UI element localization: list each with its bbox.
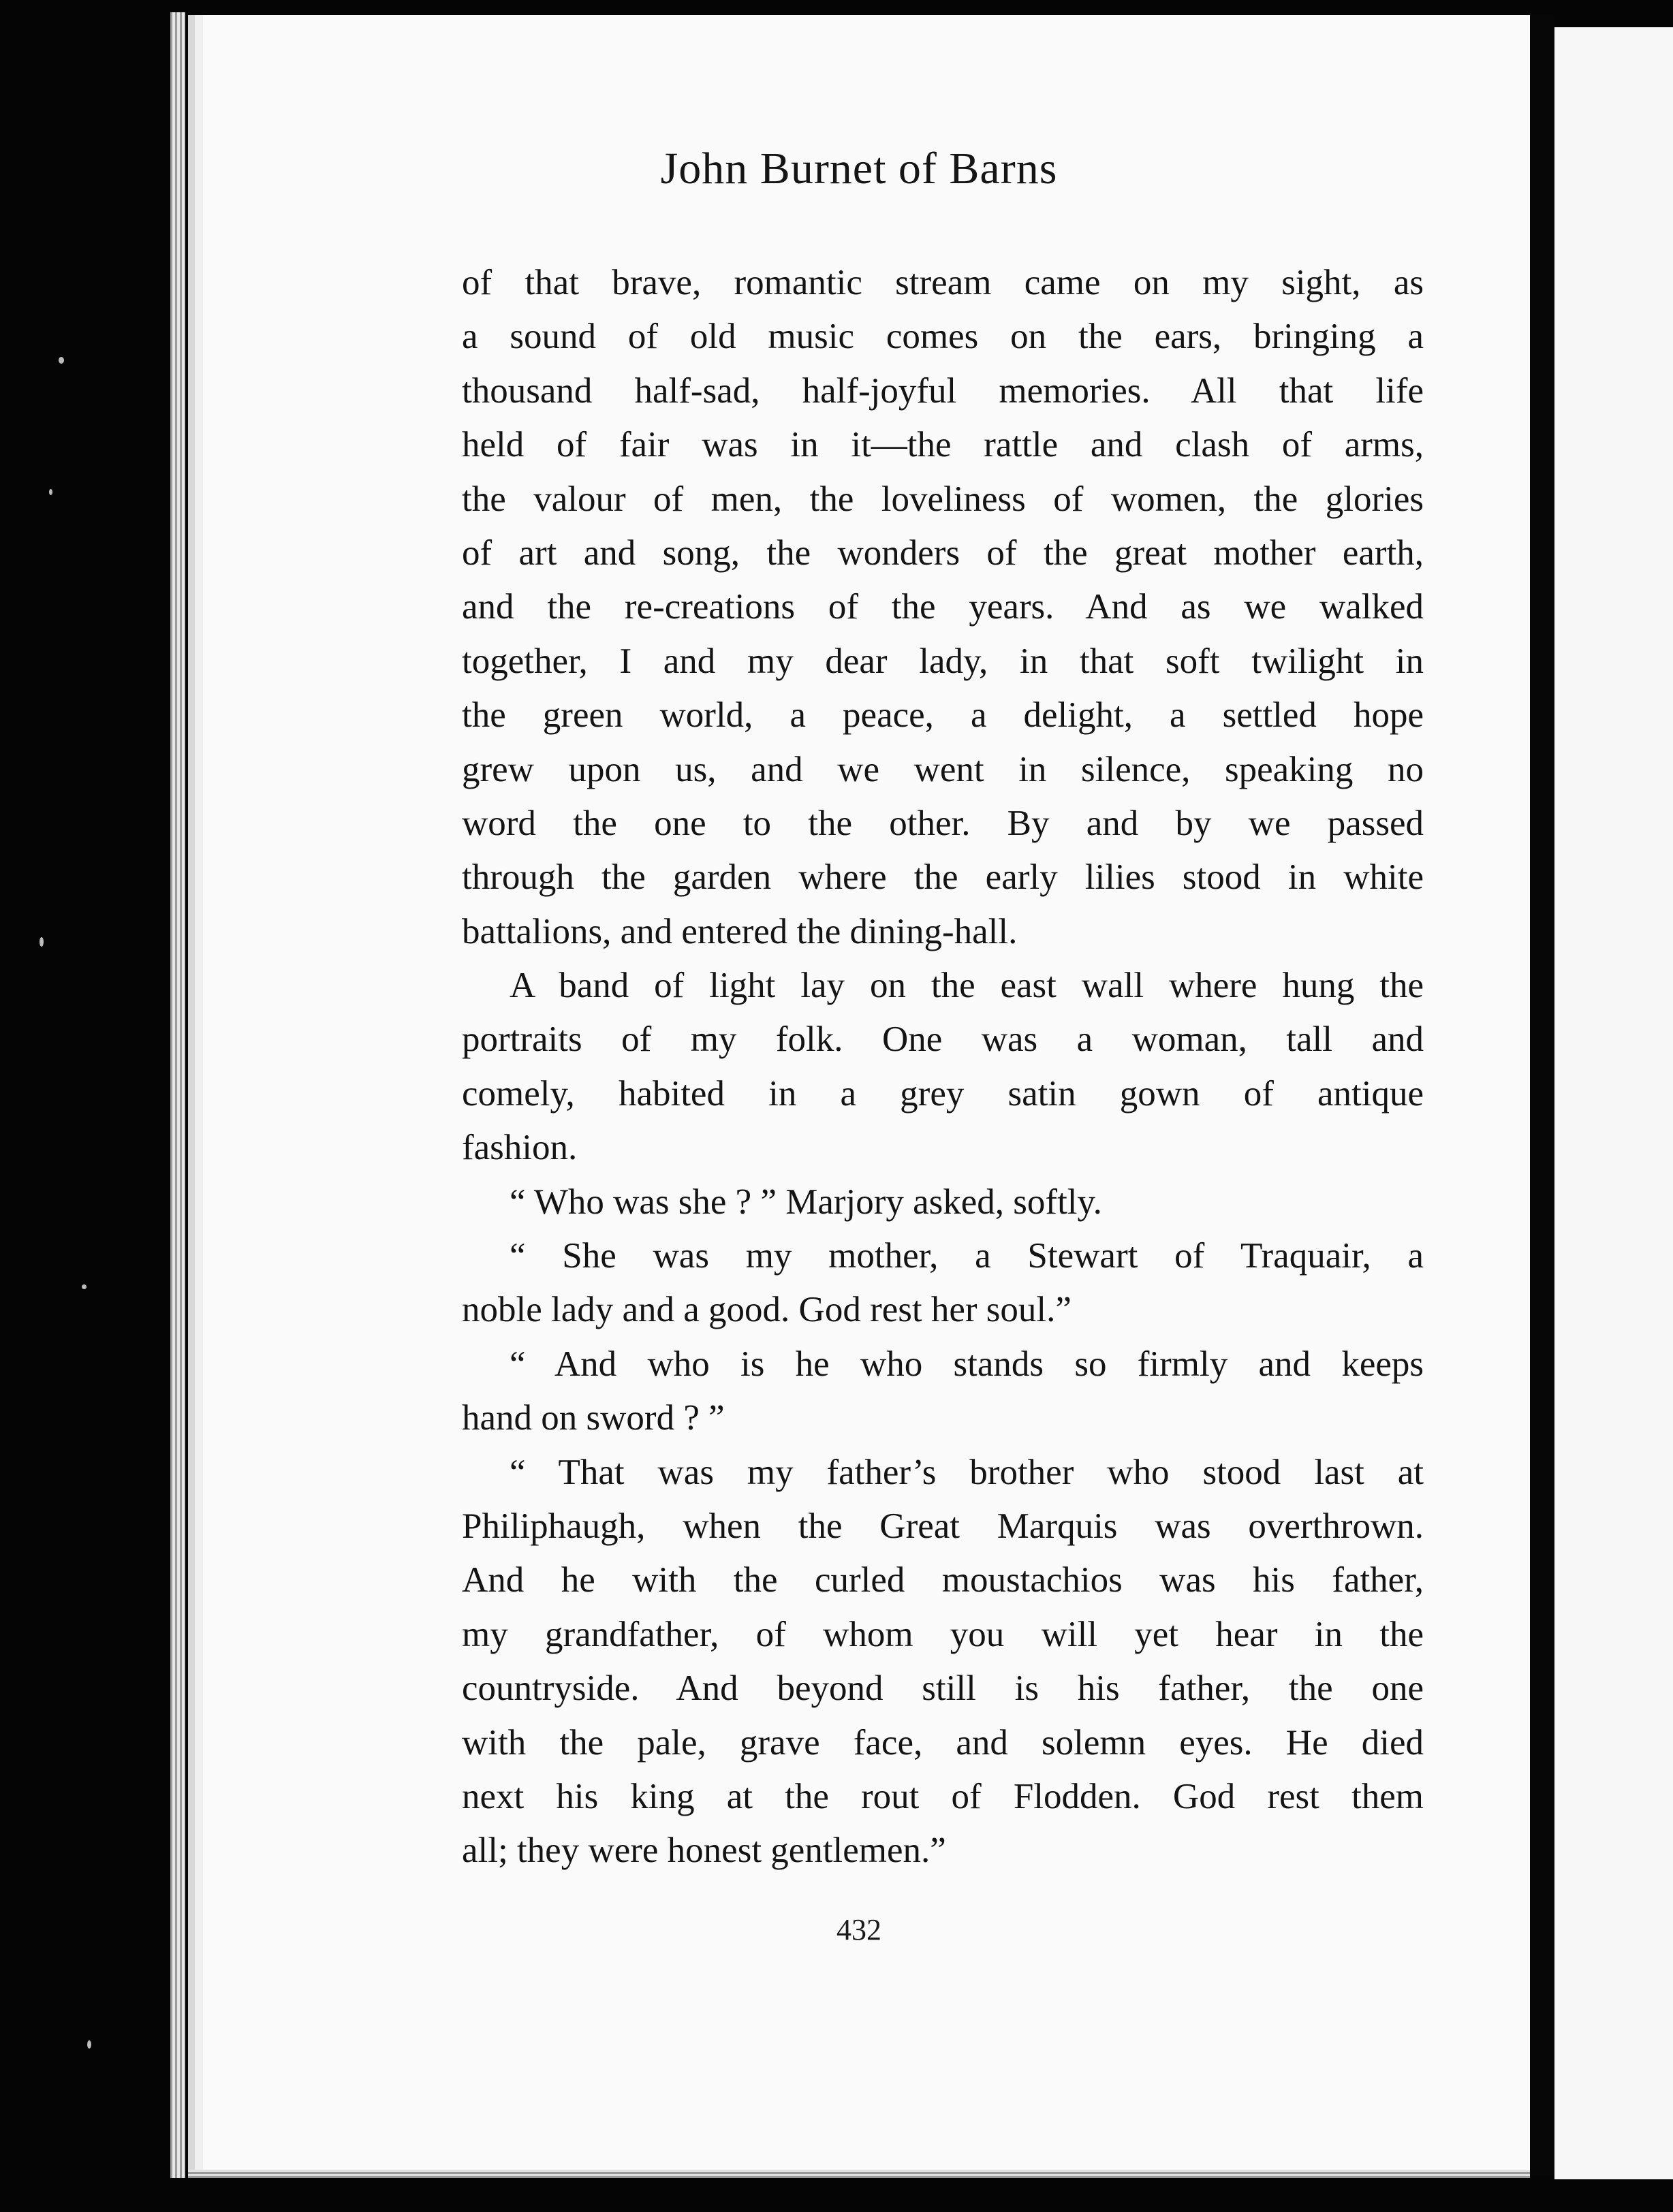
text-line: the valour of men, the loveliness of women, the glories — [462, 479, 1424, 519]
text-line: grew upon us, and we went in silence, speaking no — [462, 749, 1424, 789]
text-line: “ She was my mother, a Stewart of Traquair, a — [510, 1236, 1424, 1276]
page-number: 432 — [836, 1913, 881, 1946]
text-line: through the garden where the early lilies stood in white — [462, 857, 1424, 898]
running-head: John Burnet of Barns — [660, 144, 1058, 193]
text-line: Philiphaugh, when the Great Marquis was overthrown. — [462, 1506, 1424, 1546]
text-line: “ That was my father’s brother who stood last at — [510, 1452, 1424, 1492]
scan-speck — [59, 357, 64, 364]
text-line: hand on sword ? ” — [462, 1398, 725, 1438]
text-line: thousand half-sad, half-joyful memories. All that life — [462, 370, 1424, 411]
text-line: comely, habited in a grey satin gown of antique — [462, 1073, 1424, 1113]
text-line: And he with the curled moustachios was his father, — [462, 1560, 1424, 1600]
text-line: with the pale, grave face, and solemn eyes. He died — [462, 1722, 1424, 1763]
text-line: next his king at the rout of Flodden. God rest them — [462, 1776, 1424, 1816]
text-line: A band of light lay on the east wall where hung the — [510, 966, 1424, 1006]
body-text — [462, 256, 1424, 1878]
text-line: “ And who is he who stands so firmly and keeps — [510, 1344, 1424, 1384]
text-line: and the re-creations of the years. And as we walked — [462, 587, 1424, 627]
scan-speck — [49, 489, 52, 495]
text-line: of art and song, the wonders of the great mother earth, — [462, 533, 1424, 573]
text-line: word the one to the other. By and by we passed — [462, 803, 1424, 843]
text-line: portraits of my folk. One was a woman, tall and — [462, 1020, 1424, 1060]
page-edge — [170, 12, 185, 2178]
text-line: the green world, a peace, a delight, a settled hope — [462, 695, 1424, 736]
text-line: all; they were honest gentlemen.” — [462, 1831, 946, 1871]
text-line: my grandfather, of whom you will yet hear in the — [462, 1614, 1424, 1654]
scan-speck — [82, 1284, 87, 1289]
scan-speck — [40, 937, 44, 947]
scan-speck — [87, 2040, 91, 2049]
book-gutter — [1530, 15, 1554, 2175]
text-line: noble lady and a good. God rest her soul.” — [462, 1290, 1072, 1330]
text-line: a sound of old music comes on the ears, bringing a — [462, 317, 1424, 357]
text-line: “ Who was she ? ” Marjory asked, softly. — [510, 1182, 1102, 1222]
text-line: held of fair was in it—the rattle and clash of arms, — [462, 425, 1424, 465]
facing-page-edge — [1554, 27, 1673, 2179]
text-line: battalions, and entered the dining-hall. — [462, 911, 1018, 951]
text-line: countryside. And beyond still is his father, the one — [462, 1669, 1424, 1709]
text-line: fashion. — [462, 1128, 578, 1168]
text-line: of that brave, romantic stream came on my sight, as — [462, 263, 1424, 302]
page-edge-bottom — [188, 2170, 1530, 2178]
text-line: together, I and my dear lady, in that soft twilight in — [462, 641, 1424, 681]
